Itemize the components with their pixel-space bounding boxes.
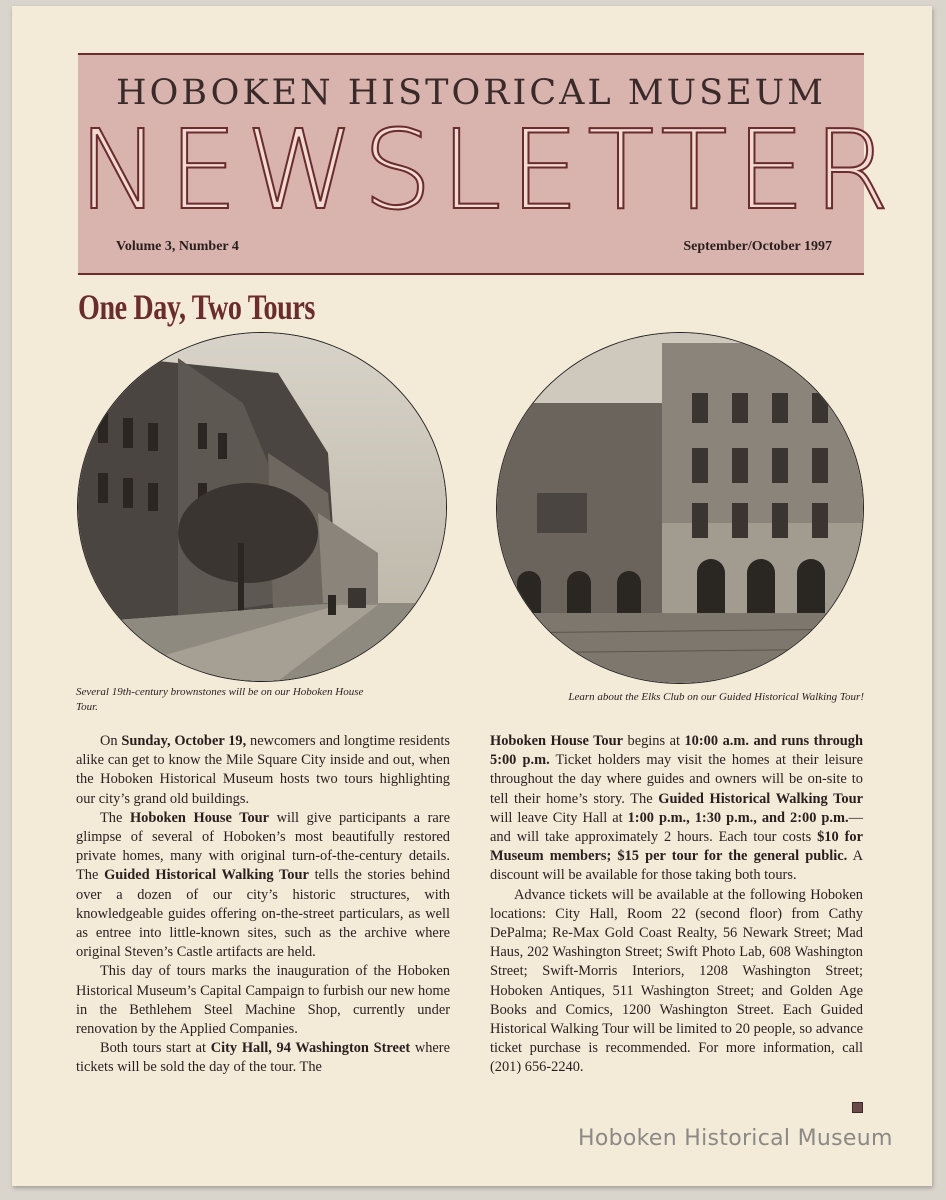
newsletter-title: NEWSLETTER xyxy=(78,106,898,234)
paragraph: On Sunday, October 19, newcomers and longtime residents alike can get to know the Mile Square City inside and out, when the Hoboken Historical Museum hosts two tours highlighting our city’s grand old buildings. xyxy=(76,733,450,807)
watermark: Hoboken Historical Museum xyxy=(578,1126,893,1151)
caption-elks-club: Learn about the Elks Club on our Guided Historical Walking Tour! xyxy=(568,691,864,703)
article-column-right xyxy=(490,732,863,1078)
volume-number: Volume 3, Number 4 xyxy=(116,239,239,254)
masthead xyxy=(78,53,898,275)
newsletter-page xyxy=(12,6,932,1186)
caption-brownstones: Several 19th-century brownstones will be on our Hoboken House Tour. xyxy=(76,686,364,713)
paragraph: Advance tickets will be available at the following Hoboken locations: City Hall, Room 22 (second floor) from Cathy DePalma; Re-Max Gold Coast Realty, 56 Newark Street; Mad Haus, 202 Washington Street; Swift Photo Lab, 608 Washington Street; Swift-Morris Interiors, 1208 Washington Street; Hoboken Antiques, 511 Washington Street; and Golden Age Books and Comics, 1200 Washington Street. Each Guided Historical Walking Tour will be limited to 20 people, so advance ticket purchase is recommended. For more information, call (201) 656-2240. xyxy=(490,886,863,1076)
elks-club-photo xyxy=(496,332,864,684)
museum-name: HOBOKEN HISTORICAL MUSEUM xyxy=(116,73,826,113)
brownstones-photo xyxy=(77,332,447,682)
article-column-left xyxy=(76,732,450,1078)
paragraph: The Hoboken House Tour will give participants a rare glimpse of several of Hoboken’s most beautifully restored private homes, many with original turn-of-the-century details. The Guided Historical Walking Tour tells the stories behind over a dozen of our city’s historic structures, with knowledgeable guides offering on-the-street particulars, as well as entree into little-known sites, such as the archive where original Steven’s Castle artifacts are held. xyxy=(76,809,450,961)
end-of-article-icon xyxy=(852,1102,863,1113)
paragraph: Both tours start at City Hall, 94 Washington Street where tickets will be sold the day of the tour. The xyxy=(76,1040,450,1076)
issue-date: September/October 1997 xyxy=(683,239,832,254)
paragraph: Hoboken House Tour begins at 10:00 a.m. and runs through 5:00 p.m. Ticket holders may visit the homes at their leisure throughout the day where guides and owners will be on-site to tell their home’s story. The Guided Historical Walking Tour will leave City Hall at 1:00 p.m., 1:30 p.m., and 2:00 p.m.—and will take approximately 2 hours. Each tour costs $10 for Museum members; $15 per tour for the general public. A discount will be available for those taking both tours. xyxy=(490,733,863,884)
article-headline: One Day, Two Tours xyxy=(78,287,315,327)
paragraph: This day of tours marks the inauguration of the Hoboken Historical Museum’s Capital Campaign to furbish our new home in the Bethlehem Steel Machine Shop, currently under renovation by the Applied Companies. xyxy=(76,963,450,1038)
